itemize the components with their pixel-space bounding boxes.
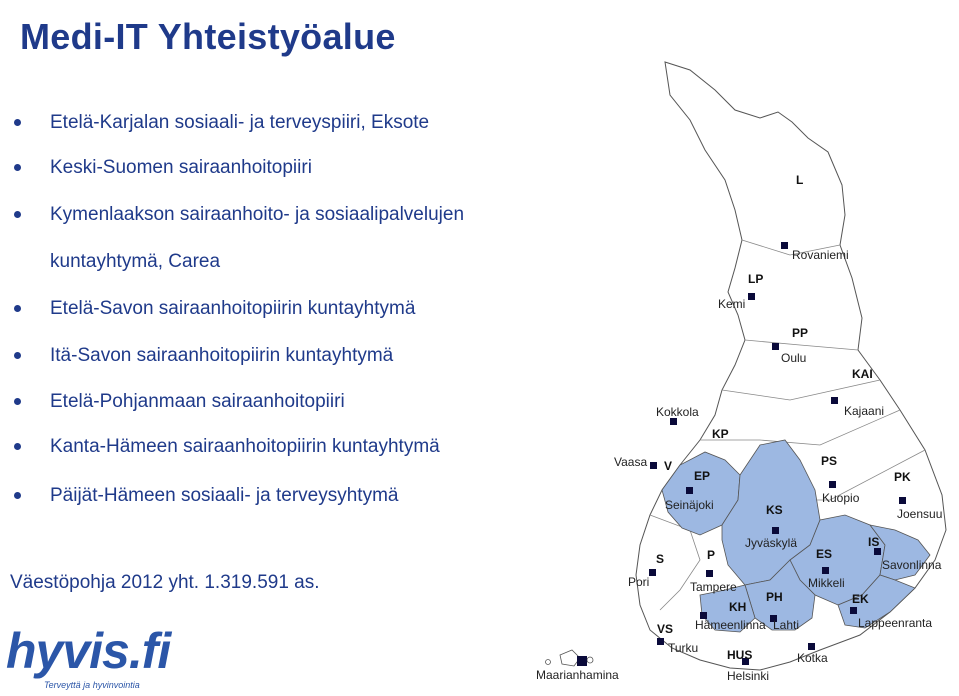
bullet-item: Itä-Savon sairaanhoitopiirin kuntayhtymä: [50, 345, 394, 366]
city-kuopio: Kuopio: [822, 491, 860, 505]
marker-pori: [649, 569, 656, 576]
marker-kemi: [748, 293, 755, 300]
code-is: IS: [868, 535, 880, 549]
marker-seinajoki: [686, 487, 693, 494]
logo-tagline: Terveyttä ja hyvinvointia: [44, 680, 140, 690]
bullet-item: Kanta-Hämeen sairaanhoitopiirin kuntayhtymä: [50, 436, 440, 457]
city-pori: Pori: [628, 575, 650, 589]
city-savonlinna: Savonlinna: [882, 558, 942, 572]
city-kajaani: Kajaani: [844, 404, 885, 418]
bullet-item: Etelä-Pohjanmaan sairaanhoitopiiri: [50, 391, 345, 412]
marker-kotka: [808, 643, 815, 650]
code-kh: KH: [729, 600, 747, 614]
city-turku: Turku: [668, 641, 699, 655]
city-vaasa: Vaasa: [614, 455, 648, 469]
marker-mikkeli: [822, 567, 829, 574]
city-lahti: Lahti: [773, 618, 800, 632]
marker-lappeenranta: [850, 607, 857, 614]
city-oulu: Oulu: [781, 351, 807, 365]
city-helsinki: Helsinki: [727, 669, 770, 683]
marker-joensuu: [899, 497, 906, 504]
code-es: ES: [816, 547, 833, 561]
code-kai: KAI: [852, 367, 873, 381]
city-kotka: Kotka: [797, 651, 828, 665]
bullet-item: Päijät-Hämeen sosiaali- ja terveysyhtymä: [50, 485, 399, 506]
logo-text: hyvis.fi: [6, 623, 171, 679]
code-ek: EK: [852, 592, 869, 606]
marker-oulu: [772, 343, 779, 350]
code-l: L: [796, 173, 804, 187]
code-p: P: [707, 548, 716, 562]
marker-kajaani: [831, 397, 838, 404]
city-lappeenranta: Lappeenranta: [858, 616, 933, 630]
city-maarianhamina: Maarianhamina: [536, 668, 619, 682]
bullet-dot: [14, 443, 21, 450]
population-text: Väestöpohja 2012 yht. 1.319.591 as.: [10, 572, 320, 593]
marker-kokkola: [670, 418, 677, 425]
bullet-dot: [14, 164, 21, 171]
code-vs: VS: [657, 622, 674, 636]
code-ep: EP: [694, 469, 711, 483]
bullet-dot: [14, 398, 21, 405]
code-lp: LP: [748, 272, 764, 286]
city-rovaniemi: Rovaniemi: [792, 248, 849, 262]
code-s: S: [656, 552, 665, 566]
city-seinajoki: Seinäjoki: [665, 498, 714, 512]
bullet-item-continuation: kuntayhtymä, Carea: [50, 251, 221, 272]
code-ks: KS: [766, 503, 783, 517]
hyvis-logo[interactable]: [6, 623, 171, 694]
bullet-dot: [14, 305, 21, 312]
marker-turku: [657, 638, 664, 645]
city-joensuu: Joensuu: [897, 507, 943, 521]
bullet-dot: [14, 211, 21, 218]
code-kp: KP: [712, 427, 729, 441]
code-pp: PP: [792, 326, 809, 340]
code-hus: HUS: [727, 648, 753, 662]
code-ph: PH: [766, 590, 783, 604]
city-mikkeli: Mikkeli: [808, 576, 845, 590]
bullet-item: Kymenlaakson sairaanhoito- ja sosiaalipalvelujen: [50, 204, 465, 225]
marker-maarianhamina: [577, 656, 587, 666]
finland-map: [520, 40, 959, 696]
marker-tampere: [706, 570, 713, 577]
bullet-item: Etelä-Karjalan sosiaali- ja terveyspiiri, Eksote: [50, 112, 430, 133]
marker-savonlinna: [874, 548, 881, 555]
code-ps: PS: [821, 454, 838, 468]
code-pk: PK: [894, 470, 911, 484]
city-hameenlinna: Hämeenlinna: [695, 618, 766, 632]
bullet-item: Etelä-Savon sairaanhoitopiirin kuntayhtymä: [50, 298, 416, 319]
city-jyvaskyla: Jyväskylä: [745, 536, 798, 550]
city-kokkola: Kokkola: [656, 405, 699, 419]
marker-jyvaskyla: [772, 527, 779, 534]
marker-vaasa: [650, 462, 657, 469]
city-kemi: Kemi: [718, 297, 746, 311]
page-title: Medi-IT Yhteistyöalue: [20, 16, 396, 57]
marker-rovaniemi: [781, 242, 788, 249]
city-tampere: Tampere: [690, 580, 737, 594]
bullet-dot: [14, 119, 21, 126]
bullet-item: Keski-Suomen sairaanhoitopiiri: [50, 157, 312, 178]
bullet-dot: [14, 352, 21, 359]
marker-kuopio: [829, 481, 836, 488]
code-v: V: [664, 459, 673, 473]
bullet-dot: [14, 492, 21, 499]
